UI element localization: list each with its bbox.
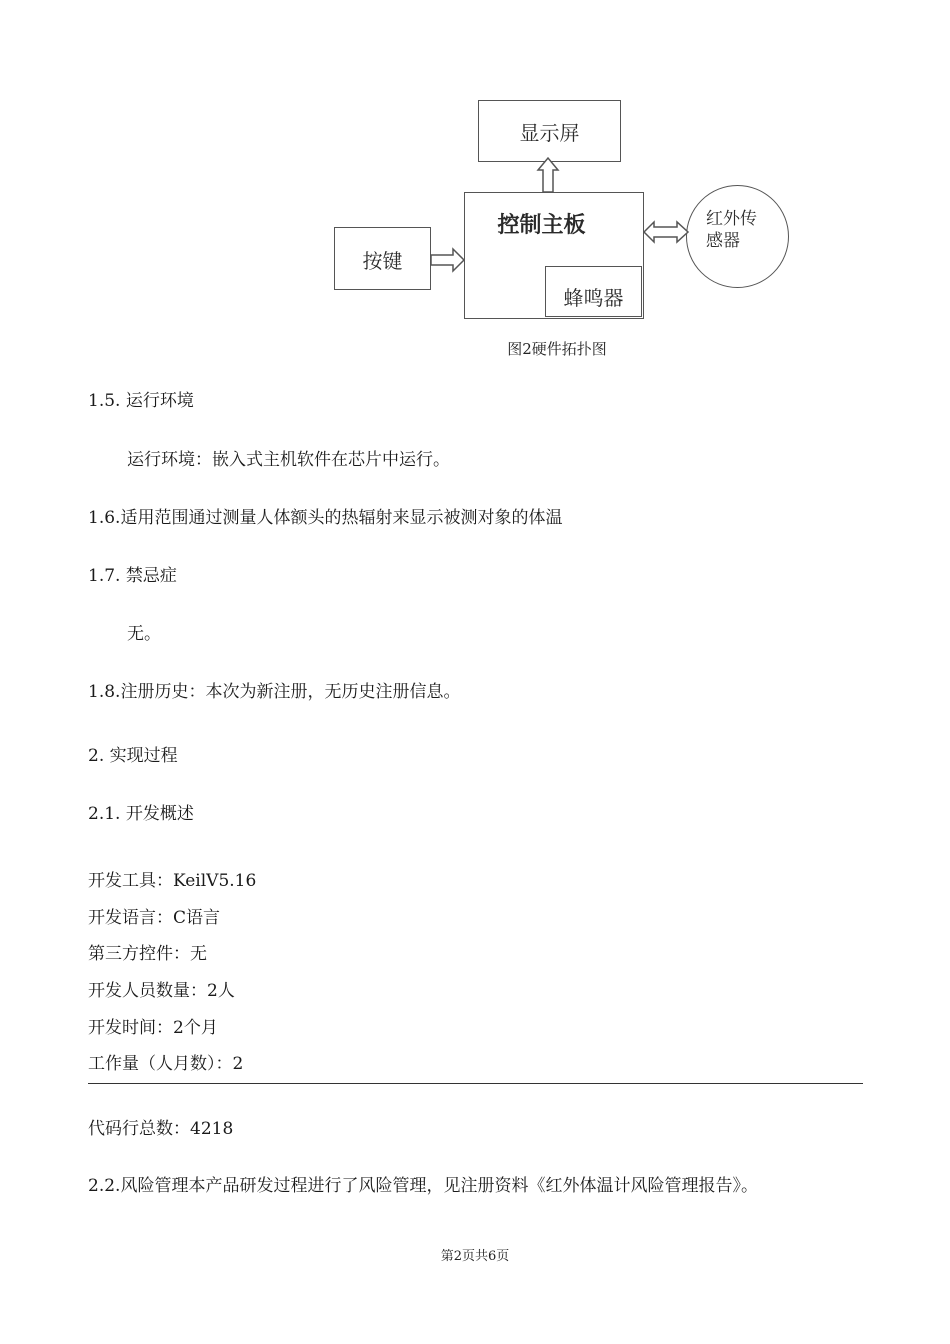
section-1-7-body: 无。 <box>127 624 161 644</box>
section-2-1-heading: 2.1. 开发概述 <box>88 804 194 824</box>
dev-staff-count: 开发人员数量：2人 <box>88 981 235 1001</box>
section-1-5-body: 运行环境：嵌入式主机软件在芯片中运行。 <box>127 450 450 470</box>
control-board-label: 控制主板 <box>497 213 586 238</box>
section-1-6: 1.6.适用范围通过测量人体额头的热辐射来显示被测对象的体温 <box>88 508 563 528</box>
up-arrow-icon <box>538 158 558 192</box>
dev-time: 开发时间：2个月 <box>88 1018 218 1038</box>
double-arrow-icon <box>644 222 688 242</box>
right-arrow-icon <box>431 249 464 271</box>
dev-tool: 开发工具：KeilV5.16 <box>88 871 257 891</box>
lines-of-code: 代码行总数：4218 <box>88 1119 234 1139</box>
dev-language: 开发语言：C语言 <box>88 908 221 928</box>
section-2-heading: 2. 实现过程 <box>88 746 178 766</box>
workload: 工作量（人月数）：2 <box>88 1054 244 1074</box>
section-2-2: 2.2.风险管理本产品研发过程进行了风险管理，见注册资料《红外体温计风险管理报告》。 <box>88 1176 758 1196</box>
hardware-topology-diagram <box>0 0 950 330</box>
figure-caption: 图2硬件拓扑图 <box>507 340 607 358</box>
horizontal-rule <box>88 1083 863 1084</box>
display-label: 显示屏 <box>519 121 580 145</box>
buzzer-label: 蜂鸣器 <box>563 286 624 310</box>
third-party-controls: 第三方控件：无 <box>88 944 207 964</box>
section-1-8: 1.8.注册历史：本次为新注册，无历史注册信息。 <box>88 682 461 702</box>
buttons-label: 按键 <box>362 249 403 273</box>
diagram-arrows <box>0 0 950 330</box>
section-1-7-heading: 1.7. 禁忌症 <box>88 566 177 586</box>
page-footer: 第2页共6页 <box>440 1249 510 1264</box>
section-1-5-heading: 1.5. 运行环境 <box>88 391 194 411</box>
sensor-label: 红外传感器 <box>706 209 757 251</box>
